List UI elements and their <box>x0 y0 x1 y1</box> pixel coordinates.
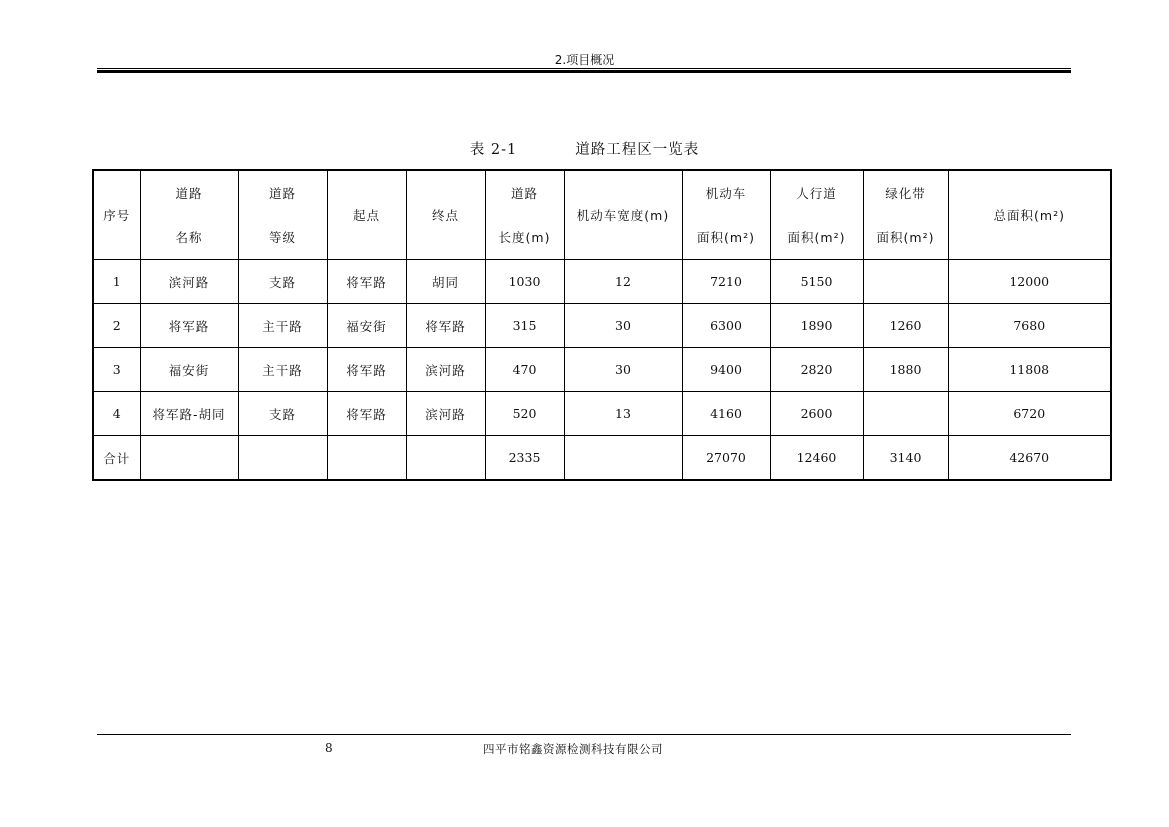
cell-total-label: 合计 <box>93 436 140 481</box>
cell-seq: 4 <box>93 392 140 436</box>
cell-road-name: 滨河路 <box>140 260 238 304</box>
cell-green-area <box>863 392 948 436</box>
header-start: 起点 <box>327 170 406 260</box>
cell-length: 470 <box>485 348 564 392</box>
cell-width: 30 <box>564 304 682 348</box>
cell-start: 将军路 <box>327 348 406 392</box>
running-header: 2.项目概况 <box>554 53 615 67</box>
header-rule-thick <box>97 70 1071 73</box>
table-row <box>93 304 1111 348</box>
cell-road-grade: 支路 <box>238 392 327 436</box>
cell-road-grade: 主干路 <box>238 348 327 392</box>
cell-seq: 1 <box>93 260 140 304</box>
cell-road-name <box>140 436 238 481</box>
header-green-area: 绿化带 面积(m²) <box>863 170 948 260</box>
header-pedestrian-area: 人行道 面积(m²) <box>770 170 863 260</box>
header-seq: 序号 <box>93 170 140 260</box>
cell-green-area: 3140 <box>863 436 948 481</box>
cell-vehicle-area: 27070 <box>682 436 770 481</box>
cell-total-area: 42670 <box>948 436 1111 481</box>
cell-end: 滨河路 <box>406 392 485 436</box>
table-row <box>93 348 1111 392</box>
cell-total-area: 11808 <box>948 348 1111 392</box>
table-number: 表 2-1 <box>469 142 518 158</box>
cell-green-area: 1260 <box>863 304 948 348</box>
cell-road-grade: 主干路 <box>238 304 327 348</box>
header-end: 终点 <box>406 170 485 260</box>
cell-green-area: 1880 <box>863 348 948 392</box>
page-number: 8 <box>325 741 333 755</box>
cell-pedestrian-area: 2820 <box>770 348 863 392</box>
company-name: 四平市铭鑫资源检测科技有限公司 <box>483 742 663 756</box>
cell-road-grade <box>238 436 327 481</box>
cell-pedestrian-area: 12460 <box>770 436 863 481</box>
cell-pedestrian-area: 1890 <box>770 304 863 348</box>
cell-total-area: 7680 <box>948 304 1111 348</box>
cell-width <box>564 436 682 481</box>
cell-end: 胡同 <box>406 260 485 304</box>
road-engineering-table <box>92 169 1112 481</box>
cell-seq: 3 <box>93 348 140 392</box>
total-row <box>93 436 1111 481</box>
cell-road-name: 将军路 <box>140 304 238 348</box>
cell-width: 13 <box>564 392 682 436</box>
cell-vehicle-area: 6300 <box>682 304 770 348</box>
cell-pedestrian-area: 2600 <box>770 392 863 436</box>
cell-length: 315 <box>485 304 564 348</box>
cell-width: 12 <box>564 260 682 304</box>
table-title: 道路工程区一览表 <box>575 142 700 158</box>
cell-pedestrian-area: 5150 <box>770 260 863 304</box>
cell-road-name: 将军路-胡同 <box>140 392 238 436</box>
cell-start: 福安街 <box>327 304 406 348</box>
cell-start <box>327 436 406 481</box>
table-row <box>93 260 1111 304</box>
header-rule-thin <box>97 68 1071 69</box>
cell-total-area: 12000 <box>948 260 1111 304</box>
footer-rule <box>97 734 1071 735</box>
header-vehicle-width: 机动车宽度(m) <box>564 170 682 260</box>
cell-vehicle-area: 4160 <box>682 392 770 436</box>
cell-end <box>406 436 485 481</box>
cell-start: 将军路 <box>327 260 406 304</box>
table-caption <box>0 138 1169 159</box>
header-road-grade: 道路 等级 <box>238 170 327 260</box>
cell-end: 将军路 <box>406 304 485 348</box>
cell-width: 30 <box>564 348 682 392</box>
cell-length: 1030 <box>485 260 564 304</box>
cell-total-area: 6720 <box>948 392 1111 436</box>
header-row <box>93 170 1111 260</box>
cell-road-grade: 支路 <box>238 260 327 304</box>
cell-road-name: 福安街 <box>140 348 238 392</box>
header-length: 道路 长度(m) <box>485 170 564 260</box>
header-road-name: 道路 名称 <box>140 170 238 260</box>
cell-length: 2335 <box>485 436 564 481</box>
cell-vehicle-area: 9400 <box>682 348 770 392</box>
cell-vehicle-area: 7210 <box>682 260 770 304</box>
cell-length: 520 <box>485 392 564 436</box>
header-total-area: 总面积(m²) <box>948 170 1111 260</box>
cell-start: 将军路 <box>327 392 406 436</box>
header-vehicle-area: 机动车 面积(m²) <box>682 170 770 260</box>
cell-end: 滨河路 <box>406 348 485 392</box>
cell-seq: 2 <box>93 304 140 348</box>
table-row <box>93 392 1111 436</box>
cell-green-area <box>863 260 948 304</box>
